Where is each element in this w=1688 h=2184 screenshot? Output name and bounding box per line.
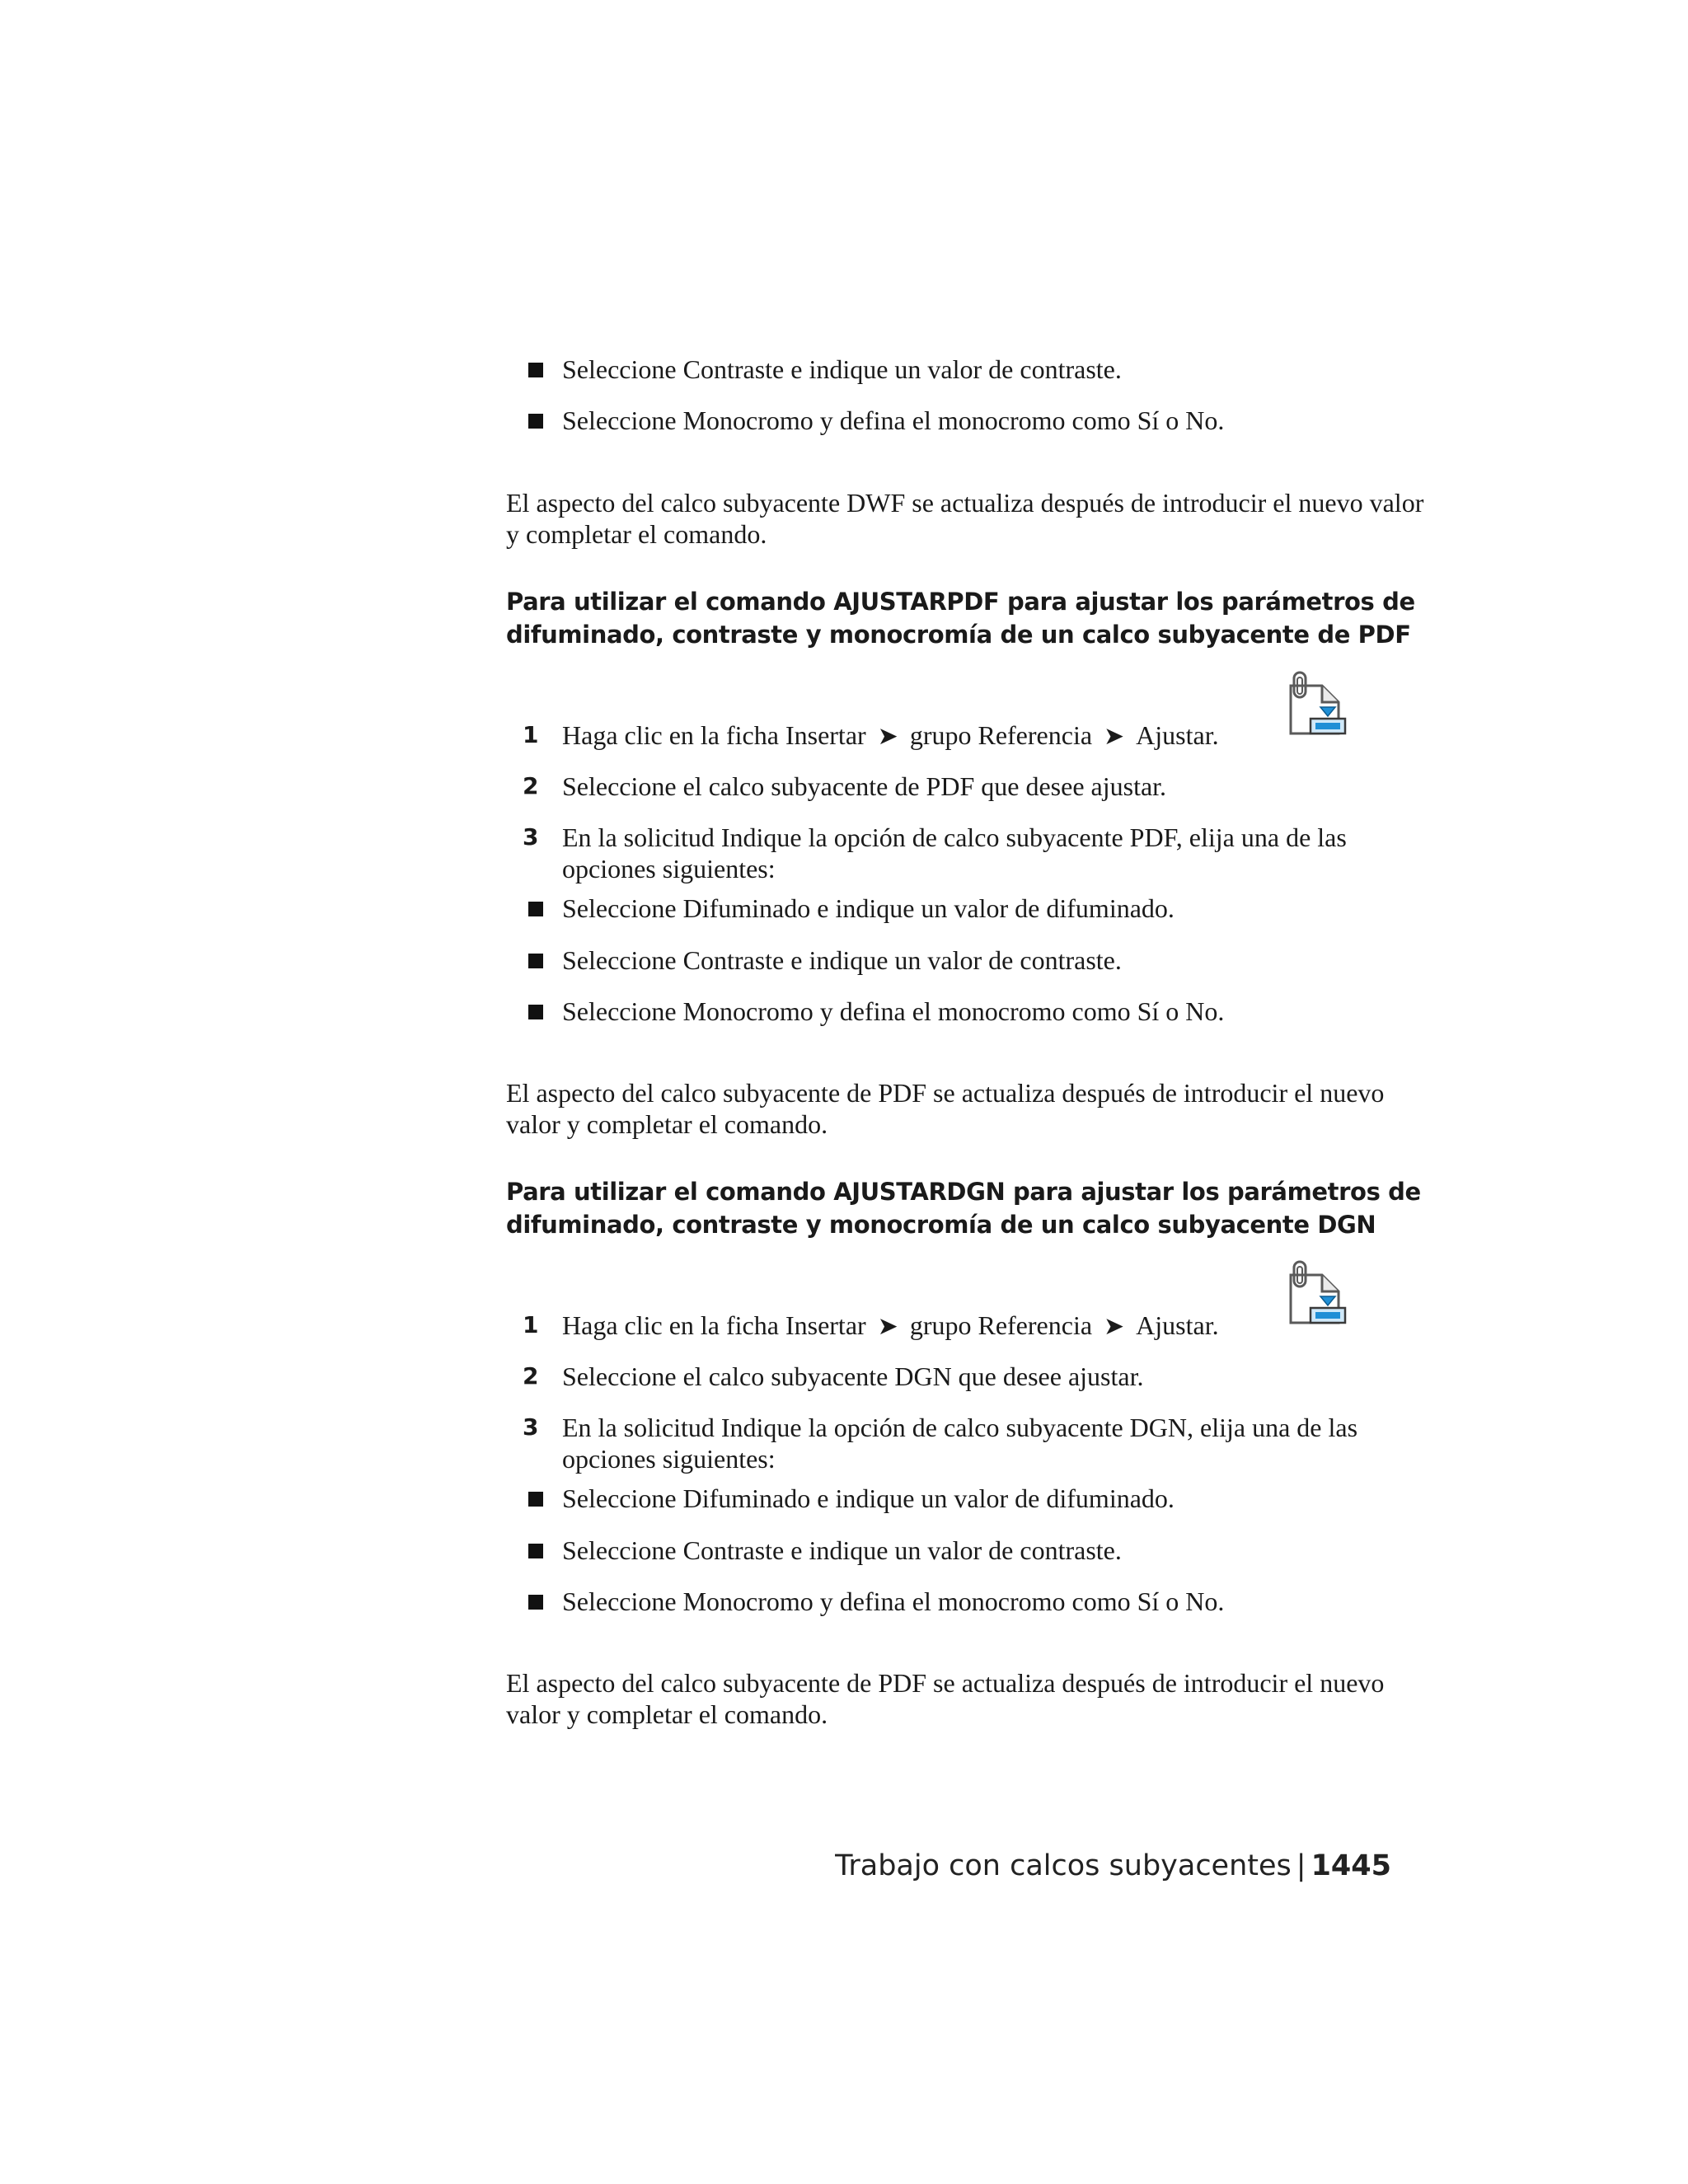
bullet-text: Seleccione Contraste e indique un valor de contraste. [562, 945, 1122, 975]
footer-separator: | [1296, 1849, 1306, 1882]
ribbon-group-label: grupo Referencia [909, 1310, 1093, 1340]
bullet-square-icon [528, 363, 543, 377]
dgn-section-heading: Para utilizar el comando AJUSTARDGN para ajustar los parámetros de difuminado, contraste y monocromía de un calco subyacente DGN [506, 1178, 1421, 1239]
step-text: Seleccione el calco subyacente DGN que desee ajustar. [562, 1361, 1144, 1391]
step-number: 2 [523, 1362, 539, 1390]
ribbon-group-label: grupo Referencia [909, 720, 1093, 750]
bullet-text: Seleccione Monocromo y defina el monocromo como Sí o No. [562, 1586, 1225, 1616]
bullet-square-icon [528, 954, 543, 968]
step-text-prefix: Haga clic en la ficha Insertar [562, 1310, 866, 1340]
bullet-text: Seleccione Difuminado e indique un valor de difuminado. [562, 893, 1175, 923]
arrow-icon: ➤ [1104, 1313, 1125, 1340]
bullet-square-icon [528, 1005, 543, 1019]
bullet-square-icon [528, 1544, 543, 1558]
bullet-square-icon [528, 1492, 543, 1507]
pdf-step-2 [523, 771, 1411, 802]
list-item [562, 1535, 1403, 1566]
ribbon-command-label: Ajustar. [1136, 720, 1219, 750]
list-item [562, 1586, 1403, 1617]
step-number: 3 [523, 823, 539, 851]
bullet-square-icon [528, 1595, 543, 1610]
page-footer [835, 1848, 1391, 1884]
bullet-text: Seleccione Monocromo y defina el monocromo como Sí o No. [562, 405, 1225, 435]
bullet-text: Seleccione Contraste e indique un valor de contraste. [562, 354, 1122, 384]
ribbon-command-label: Ajustar. [1136, 1310, 1219, 1340]
bullet-text: Seleccione Contraste e indique un valor de contraste. [562, 1535, 1122, 1565]
dgn-step-3 [523, 1412, 1411, 1474]
bullet-square-icon [528, 414, 543, 429]
dgn-result-paragraph: El aspecto del calco subyacente de PDF se actualiza después de introducir el nuevo valor y completar el comando. [506, 1668, 1385, 1729]
step-number: 2 [523, 772, 539, 799]
pdf-step-3 [523, 822, 1411, 884]
arrow-icon: ➤ [877, 1313, 898, 1340]
dgn-step-2 [523, 1361, 1411, 1392]
adjust-underlay-icon [1279, 1258, 1353, 1333]
page-number: 1445 [1311, 1849, 1391, 1882]
list-item [562, 405, 1403, 436]
dwf-result-paragraph: El aspecto del calco subyacente DWF se actualiza después de introducir el nuevo valor y completar el comando. [506, 488, 1424, 549]
step-number: 1 [523, 1311, 539, 1338]
step-number: 3 [523, 1413, 539, 1441]
list-item [562, 996, 1403, 1027]
bullet-square-icon [528, 902, 543, 916]
list-item [562, 1483, 1403, 1514]
arrow-icon: ➤ [877, 723, 898, 750]
pdf-section-heading: Para utilizar el comando AJUSTARPDF para ajustar los parámetros de difuminado, contraste y monocromía de un calco subyacente de PDF [506, 588, 1415, 649]
list-item [562, 893, 1403, 924]
step-text: En la solicitud Indique la opción de calco subyacente PDF, elija una de las opciones siguientes: [562, 823, 1347, 883]
adjust-underlay-icon [1279, 669, 1353, 743]
pdf-result-paragraph: El aspecto del calco subyacente de PDF se actualiza después de introducir el nuevo valor y completar el comando. [506, 1078, 1385, 1139]
footer-section-title: Trabajo con calcos subyacentes [835, 1849, 1292, 1882]
bullet-text: Seleccione Difuminado e indique un valor de difuminado. [562, 1483, 1175, 1513]
bullet-text: Seleccione Monocromo y defina el monocromo como Sí o No. [562, 996, 1225, 1026]
list-item [562, 944, 1403, 976]
step-text: En la solicitud Indique la opción de calco subyacente DGN, elija una de las opciones siguientes: [562, 1413, 1358, 1474]
list-item [562, 354, 1403, 385]
step-text-prefix: Haga clic en la ficha Insertar [562, 720, 866, 750]
step-text: Seleccione el calco subyacente de PDF que desee ajustar. [562, 771, 1167, 801]
step-number: 1 [523, 721, 539, 748]
arrow-icon: ➤ [1104, 723, 1125, 750]
